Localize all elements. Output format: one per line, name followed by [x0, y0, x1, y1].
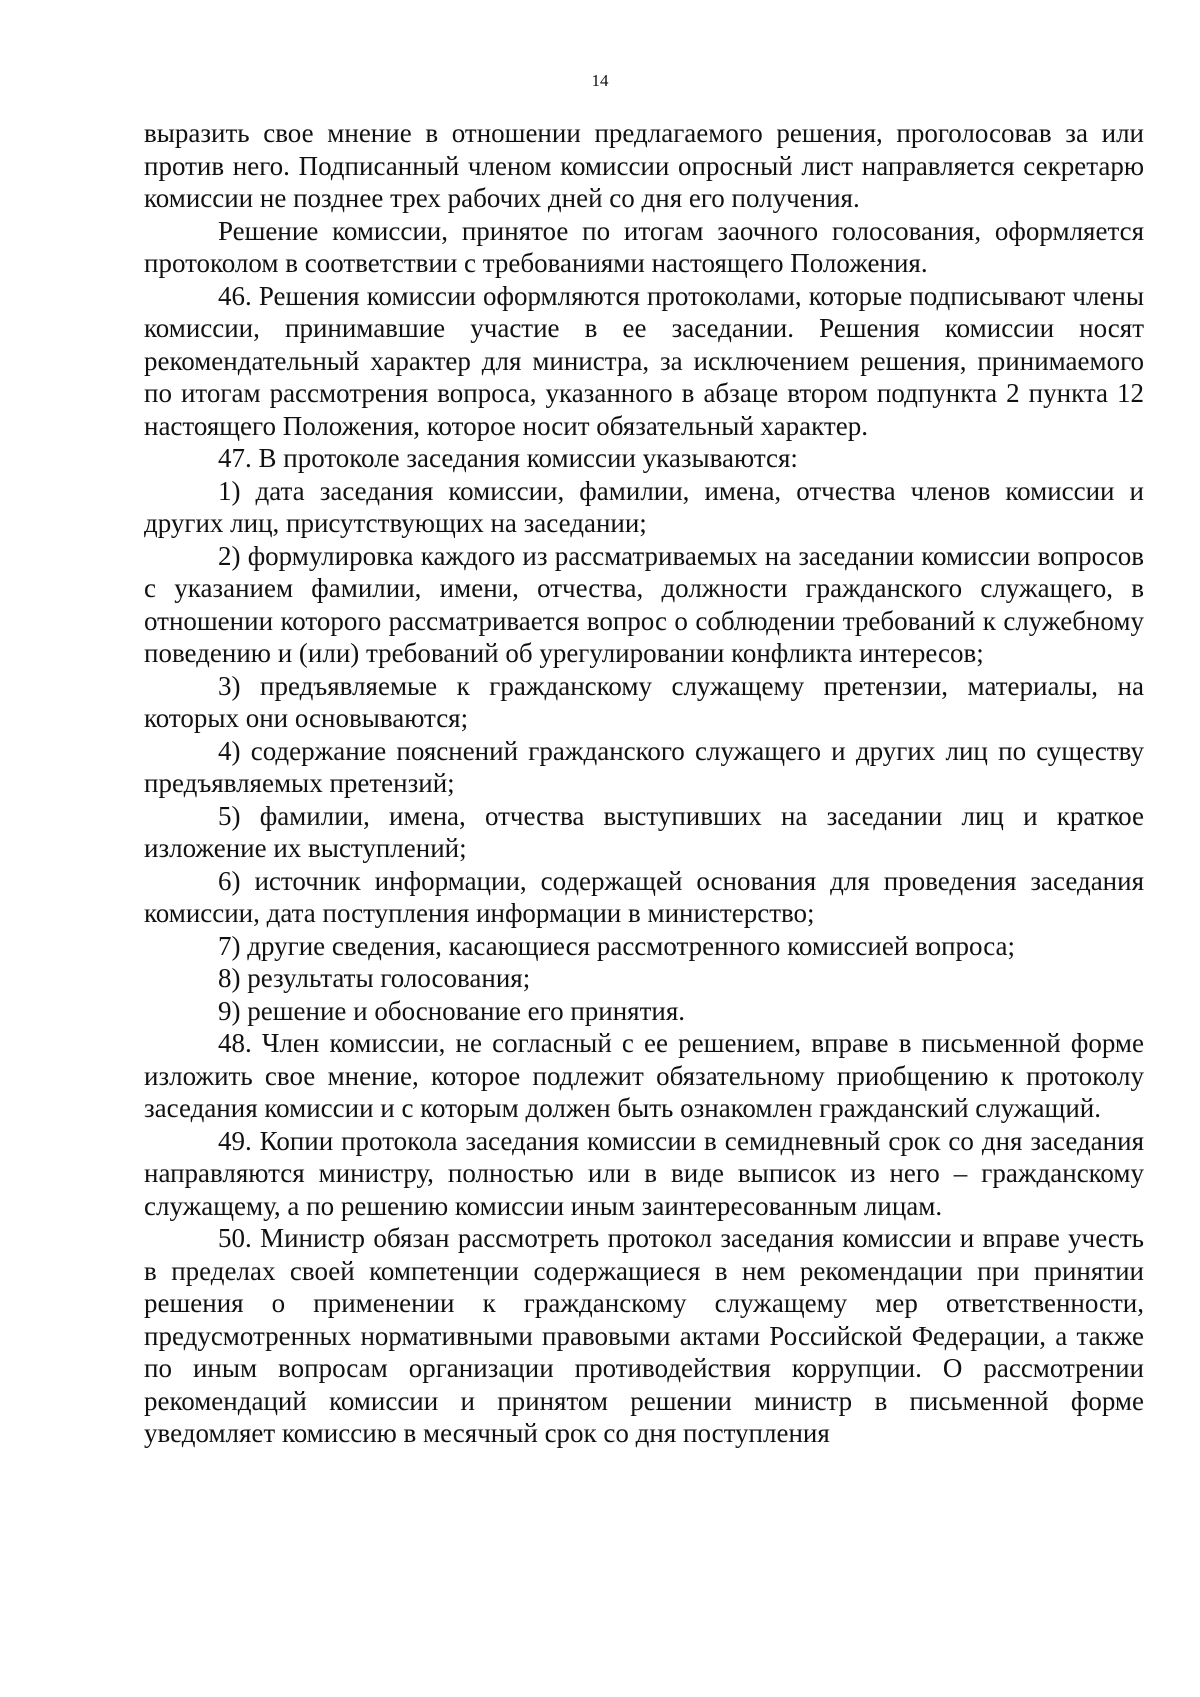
paragraph-50: 50. Министр обязан рассмотреть протокол заседания комиссии и вправе учесть в пределах своей компетенции содержащиеся в нем рекомендации при принятии решения о применении к гражданскому служащему мер ответственности, предусмотренных нормативными правовыми актами Российской Федерации, а также по иным вопросам организации противодействия коррупции. О рассмотрении рекомендаций комиссии и принятом решении министр в письменной форме уведомляет комиссию в месячный срок со дня поступления — [144, 1223, 1144, 1448]
paragraph-49: 49. Копии протокола заседания комиссии в семидневный срок со дня заседания направляются министру, полностью или в виде выписок из него – гражданскому служащему, а по решению комиссии иным заинтересованным лицам. — [144, 1125, 1144, 1221]
list-item-4: 4) содержание пояснений гражданского служащего и других лиц по существу предъявляемых претензий; — [144, 735, 1144, 798]
paragraph-absentee-vote-decision: Решение комиссии, принятое по итогам заочного голосования, оформляется протоколом в соответствии с требованиями настоящего Положения. — [144, 215, 1144, 278]
paragraph-48: 48. Член комиссии, не согласный с ее решением, вправе в письменной форме изложить свое мнение, которое подлежит обязательному приобщению к протоколу заседания комиссии и с которым должен быть ознакомлен гражданский служащий. — [144, 1028, 1144, 1123]
list-item-5: 5) фамилии, имена, отчества выступивших на заседании лиц и краткое изложение их выступлений; — [144, 800, 1144, 863]
paragraph-continuation: выразить свое мнение в отношении предлагаемого решения, проголосовав за или против него. Подписанный членом комиссии опросный лист направляется секретарю комиссии не позднее трех рабочих дней со дня его получения. — [144, 118, 1144, 213]
list-item-7: 7) другие сведения, касающиеся рассмотренного комиссией вопроса; — [218, 930, 1016, 961]
list-item-6: 6) источник информации, содержащей основания для проведения заседания комиссии, дата поступления информации в министерство; — [144, 865, 1144, 928]
list-item-3: 3) предъявляемые к гражданскому служащему претензии, материалы, на которых они основываются; — [144, 670, 1144, 733]
list-item-8: 8) результаты голосования; — [218, 963, 531, 993]
list-item-9: 9) решение и обоснование его принятия. — [218, 995, 686, 1026]
page-number: 14 — [591, 71, 609, 90]
paragraph-46: 46. Решения комиссии оформляются протоколами, которые подписывают члены комиссии, принимавшие участие в ее заседании. Решения комиссии носят рекомендательный характер для министра, за исключением решения, принимаемого по итогам рассмотрения вопроса, указанного в абзаце втором подпункта 2 пункта 12 настоящего Положения, которое носит обязательный характер. — [144, 280, 1144, 441]
list-item-1: 1) дата заседания комиссии, фамилии, имена, отчества членов комиссии и других лиц, присутствующих на заседании; — [144, 475, 1144, 538]
document-body — [144, 117, 1144, 1450]
paragraph-47: 47. В протоколе заседания комиссии указываются: — [218, 443, 798, 473]
list-item-2: 2) формулировка каждого из рассматриваемых на заседании комиссии вопросов с указанием фамилии, имени, отчества, должности гражданского служащего, в отношении которого рассматривается вопрос о соблюдении требований к служебному поведению и (или) требований об урегулировании конфликта интересов; — [144, 540, 1144, 668]
